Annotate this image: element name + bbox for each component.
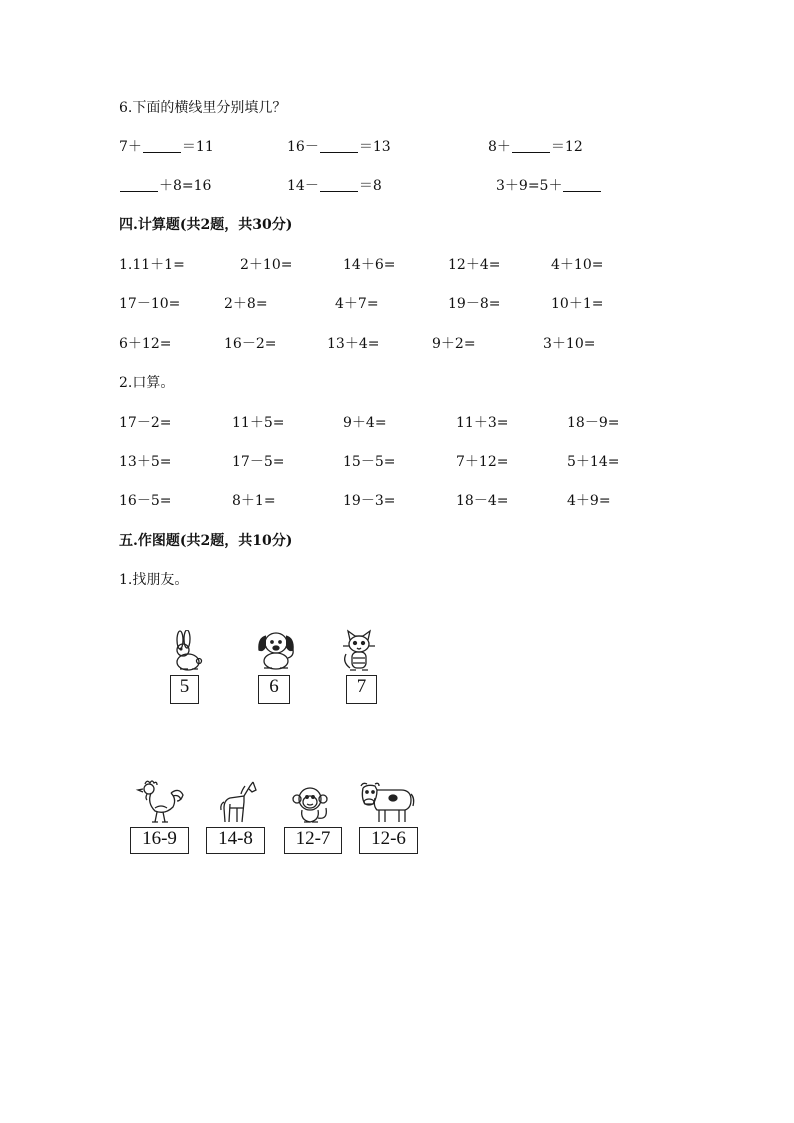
calc-item: 2＋8= [224, 296, 268, 312]
oral-item: 19－3= [343, 493, 396, 509]
calc-item: 3＋10= [543, 336, 596, 352]
dog-icon [252, 628, 298, 672]
number-box[interactable]: 5 [170, 675, 199, 704]
calc-item: 4＋7= [335, 296, 379, 312]
oral-row [0, 412, 794, 434]
calc-item: 2＋10= [240, 257, 293, 273]
answer-blank[interactable] [320, 138, 358, 153]
horse-icon [217, 778, 261, 826]
oral-item: 11＋5= [232, 415, 285, 431]
fill-blank-item: 14－ ＝8 [287, 178, 382, 194]
calc-item: 17－10= [119, 296, 181, 312]
calc-item: 1.11＋1= [119, 257, 185, 273]
calc-item: 6＋12= [119, 336, 172, 352]
calc-row [0, 333, 794, 355]
oral-item: 18－4= [456, 493, 509, 509]
oral-item: 17－5= [232, 454, 285, 470]
number-box[interactable]: 6 [258, 675, 290, 704]
oral-item: 18－9= [567, 415, 620, 431]
answer-blank[interactable] [563, 177, 601, 192]
fill-blank-row-1 [0, 136, 794, 158]
find-friends-title: 1.找朋友。 [119, 572, 189, 588]
section-5-heading: 五.作图题(共2题，共10分) [119, 533, 293, 549]
oral-item: 17－2= [119, 415, 172, 431]
calc-row [0, 254, 794, 276]
oral-item: 16－5= [119, 493, 172, 509]
calc-item: 16－2= [224, 336, 277, 352]
calc-item: 19－8= [448, 296, 501, 312]
rabbit-icon [166, 630, 206, 672]
calc-item: 13＋4= [327, 336, 380, 352]
fill-blank-row-2 [0, 175, 794, 197]
answer-blank[interactable] [143, 138, 181, 153]
answer-blank[interactable] [120, 177, 158, 192]
number-box[interactable]: 7 [346, 675, 377, 704]
fill-blank-item: 16－ ＝13 [287, 139, 391, 155]
q2-title: 2.口算。 [119, 375, 175, 391]
oral-row [0, 490, 794, 512]
fill-blank-item: 8＋ ＝12 [488, 139, 583, 155]
oral-item: 5＋14= [567, 454, 620, 470]
expression-box[interactable]: 12-6 [359, 827, 418, 854]
expression-box[interactable]: 12-7 [284, 827, 342, 854]
expression-box[interactable]: 16-9 [130, 827, 189, 854]
section-4-heading: 四.计算题(共2题，共30分) [119, 217, 293, 233]
cow-icon [357, 780, 417, 826]
answer-blank[interactable] [512, 138, 550, 153]
fill-blank-item: ＋8=16 [119, 175, 211, 197]
q6-title: 6.下面的横线里分别填几？ [119, 100, 287, 116]
oral-row [0, 451, 794, 473]
calc-item: 9＋2= [432, 336, 476, 352]
calc-item: 4＋10= [551, 257, 604, 273]
expression-box[interactable]: 14-8 [206, 827, 265, 854]
oral-item: 8＋1= [232, 493, 276, 509]
oral-item: 15－5= [343, 454, 396, 470]
calc-row [0, 293, 794, 315]
oral-item: 4＋9= [567, 493, 611, 509]
calc-item: 14＋6= [343, 257, 396, 273]
oral-item: 13＋5= [119, 454, 172, 470]
answer-blank[interactable] [320, 177, 358, 192]
oral-item: 7＋12= [456, 454, 509, 470]
fill-blank-item: 7＋ ＝11 [119, 139, 214, 155]
fill-blank-item: 3＋9=5＋ [496, 175, 602, 197]
cat-icon [338, 628, 380, 674]
rooster-icon [133, 778, 185, 828]
monkey-icon [290, 784, 332, 826]
calc-item: 10＋1= [551, 296, 604, 312]
oral-item: 11＋3= [456, 415, 509, 431]
calc-item: 12＋4= [448, 257, 501, 273]
oral-item: 9＋4= [343, 415, 387, 431]
